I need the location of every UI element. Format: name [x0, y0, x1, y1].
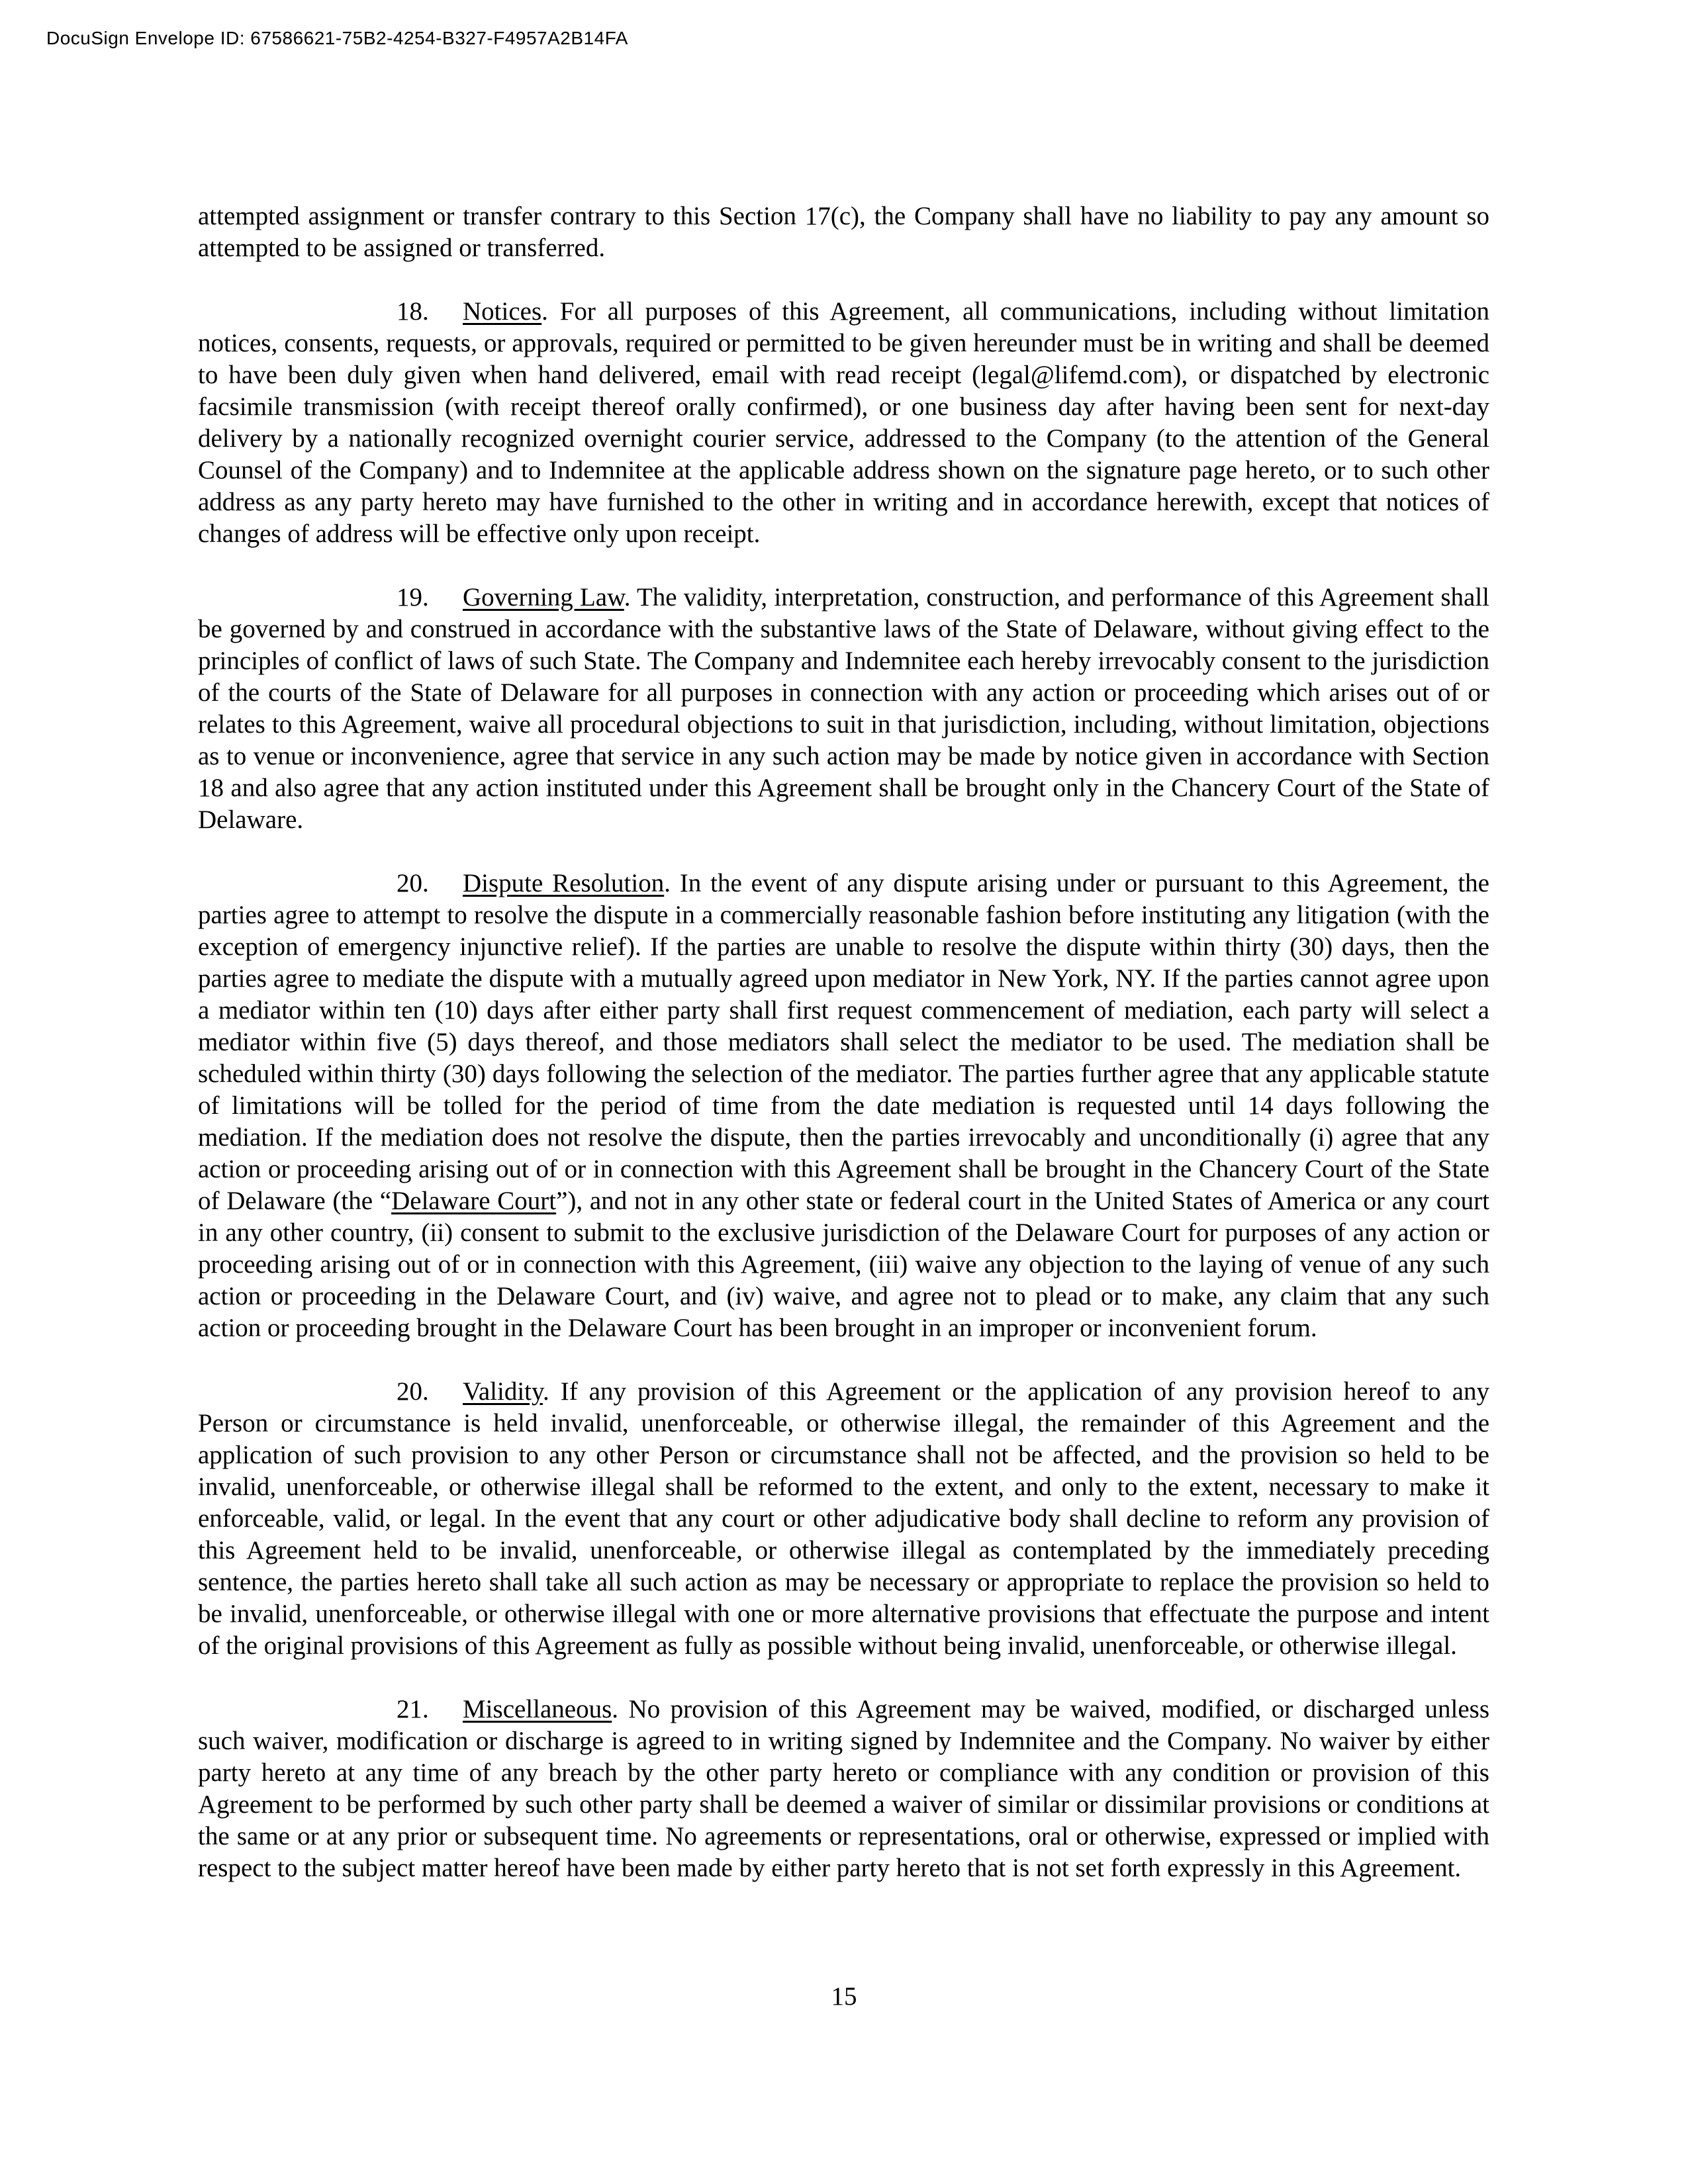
section-heading: Notices — [463, 297, 542, 326]
section-text: . In the event of any dispute arising under or pursuant to this Agreement, the parties agree to attempt to resolve the dispute in a commercially reasonable fashion before instituting any litigation (with the exception of emergency injunctive relief). If the parties are unable to resolve the dispute within thirty (30) days, then the parties agree to mediate the dispute with a mutually agreed upon mediator in New York, NY. If the parties cannot agree upon a mediator within ten (10) days after either party shall first request commencement of mediation, each party will select a mediator within five (5) days thereof, and those mediators shall select the mediator to be used. The mediation shall be scheduled within thirty (30) days following the selection of the mediator. The parties further agree that any applicable statute of limitations will be tolled for the period of time from the date mediation is requested until 14 days following the mediation. If the mediation does not resolve the dispute, then the parties irrevocably and unconditionally (i) agree that any action or proceeding arising out of or in connection with this Agreement shall be brought in the Chancery Court of the State of Delaware (the “ — [198, 869, 1489, 1215]
section-heading: Miscellaneous — [463, 1695, 612, 1723]
paragraph-17c-continuation — [198, 201, 1489, 264]
defined-term: Delaware Court — [391, 1187, 557, 1215]
section-text: . No provision of this Agreement may be waived, modified, or discharged unless such waiver, modification or discharge is agreed to in writing signed by Indemnitee and the Company. No waiver by either party hereto at any time of any breach by the other party hereto or compliance with any condition or provision of this Agreement to be performed by such other party shall be deemed a waiver of similar or dissimilar provisions or conditions at the same or at any prior or subsequent time. No agreements or representations, oral or otherwise, expressed or implied with respect to the subject matter hereof have been made by either party hereto that is not set forth expressly in this Agreement. — [198, 1695, 1489, 1882]
section-text: . For all purposes of this Agreement, all communications, including without limitation notices, consents, requests, or approvals, required or permitted to be given hereunder must be in writing and shall be deemed to have been duly given when hand delivered, email with read receipt (legal@lifemd.com), or dispatched by electronic facsimile transmission (with receipt thereof orally confirmed), or one business day after having been sent for next-day delivery by a nationally recognized overnight courier service, addressed to the Company (to the attention of the General Counsel of the Company) and to Indemnitee at the applicable address shown on the signature page hereto, or to such other address as any party hereto may have furnished to the other in writing and in accordance herewith, except that notices of changes of address will be effective only upon receipt. — [198, 297, 1489, 548]
section-text: . If any provision of this Agreement or the application of any provision hereof to any Person or circumstance is held invalid, unenforceable, or otherwise illegal, the remainder of this Agreement and the application of such provision to any other Person or circumstance shall not be affected, and the provision so held to be invalid, unenforceable, or otherwise illegal shall be reformed to the extent, and only to the extent, necessary to make it enforceable, valid, or legal. In the event that any court or other adjudicative body shall decline to reform any provision of this Agreement held to be invalid, unenforceable, or otherwise illegal as contemplated by the immediately preceding sentence, the parties hereto shall take all such action as may be necessary or appropriate to replace the provision so held to be invalid, unenforceable, or otherwise illegal with one or more alternative provisions that effectuate the purpose and intent of the original provisions of this Agreement as fully as possible without being invalid, unenforceable, or otherwise illegal. — [198, 1377, 1489, 1660]
section-21-miscellaneous — [198, 1694, 1489, 1884]
docusign-envelope-id: DocuSign Envelope ID: 67586621-75B2-4254-B327-F4957A2B14FA — [46, 28, 628, 48]
section-heading: Dispute Resolution — [463, 869, 665, 897]
section-heading: Validity — [463, 1377, 543, 1406]
section-18-notices — [198, 296, 1489, 550]
section-number: 20. — [397, 1377, 429, 1406]
section-text-continued: ”), and not in any other state or federal court in the United States of America or any court in any other country, (ii) consent to submit to the exclusive jurisdiction of the Delaware Court for purposes of any action or proceeding arising out of or in connection with this Agreement, (iii) waive any objection to the laying of venue of any such action or proceeding in the Delaware Court, and (iv) waive, and agree not to plead or to make, any claim that any such action or proceeding brought in the Delaware Court has been brought in an improper or inconvenient forum. — [198, 1187, 1489, 1342]
section-number: 21. — [397, 1695, 429, 1723]
section-number: 18. — [397, 297, 429, 326]
section-number: 20. — [397, 869, 429, 897]
section-number: 19. — [397, 583, 429, 612]
page-number: 15 — [831, 1982, 857, 2011]
section-heading: Governing Law — [463, 583, 624, 612]
section-text: . The validity, interpretation, construction, and performance of this Agreement shall be governed by and construed in accordance with the substantive laws of the State of Delaware, without giving effect to the principles of conflict of laws of such State. The Company and Indemnitee each hereby irrevocably consent to the jurisdiction of the courts of the State of Delaware for all purposes in connection with any action or proceeding which arises out of or relates to this Agreement, waive all procedural objections to suit in that jurisdiction, including, without limitation, objections as to venue or inconvenience, agree that service in any such action may be made by notice given in accordance with Section 18 and also agree that any action instituted under this Agreement shall be brought only in the Chancery Court of the State of Delaware. — [198, 583, 1489, 834]
document-body — [198, 201, 1489, 1884]
paragraph-text: attempted assignment or transfer contrary to this Section 17(c), the Company shall have no liability to pay any amount so attempted to be assigned or transferred. — [198, 202, 1489, 262]
section-19-governing-law — [198, 582, 1489, 836]
section-20-dispute-resolution — [198, 868, 1489, 1344]
section-20-validity — [198, 1376, 1489, 1662]
